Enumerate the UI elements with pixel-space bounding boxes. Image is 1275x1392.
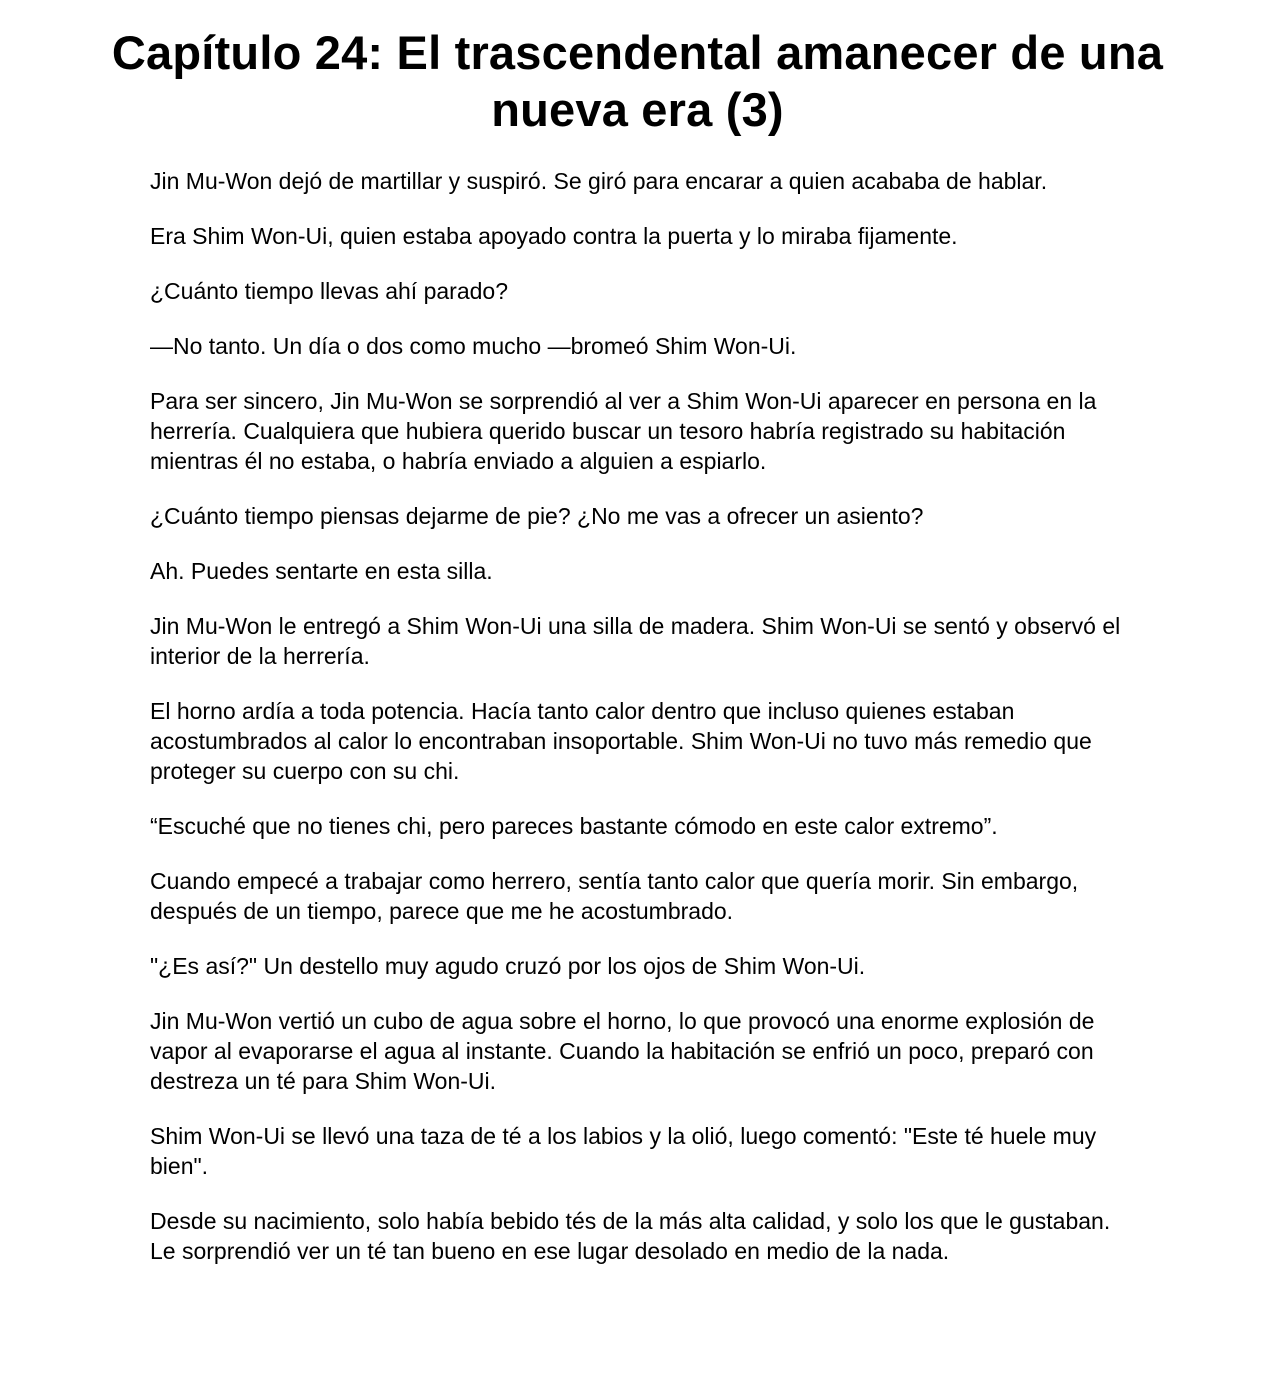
paragraph: Desde su nacimiento, solo había bebido tés de la más alta calidad, y solo los que le gustaban. Le sorprendió ver un té tan bueno en ese lugar desolado en medio de la nada.	[150, 1208, 1111, 1264]
paragraph: Shim Won-Ui se llevó una taza de té a los labios y la olió, luego comentó: "Este té huele muy bien".	[150, 1123, 1097, 1179]
paragraph: "¿Es así?" Un destello muy agudo cruzó por los ojos de Shim Won-Ui.	[150, 953, 866, 979]
paragraph: Ah. Puedes sentarte en esta silla.	[150, 558, 493, 584]
paragraph: —No tanto. Un día o dos como mucho —bromeó Shim Won-Ui.	[150, 333, 797, 359]
paragraph: Era Shim Won-Ui, quien estaba apoyado contra la puerta y lo miraba fijamente.	[150, 223, 958, 249]
paragraph: Para ser sincero, Jin Mu-Won se sorprendió al ver a Shim Won-Ui aparecer en persona en la herrería. Cualquiera que hubiera querido buscar un tesoro habría registrado su habitación mientras él no estaba, o habría enviado a alguien a espiarlo.	[150, 388, 1097, 474]
paragraph: ¿Cuánto tiempo llevas ahí parado?	[150, 278, 508, 304]
paragraph: El horno ardía a toda potencia. Hacía tanto calor dentro que incluso quienes estaban acostumbrados al calor lo encontraban insoportable. Shim Won-Ui no tuvo más remedio que proteger su cuerpo con su chi.	[150, 698, 1092, 784]
chapter-body	[150, 166, 1135, 1291]
paragraph: Cuando empecé a trabajar como herrero, sentía tanto calor que quería morir. Sin embargo, después de un tiempo, parece que me he acostumbrado.	[150, 868, 1079, 924]
paragraph: Jin Mu-Won vertió un cubo de agua sobre el horno, lo que provocó una enorme explosión de vapor al evaporarse el agua al instante. Cuando la habitación se enfrió un poco, preparó con destreza un té para Shim Won-Ui.	[150, 1008, 1095, 1094]
paragraph: Jin Mu-Won le entregó a Shim Won-Ui una silla de madera. Shim Won-Ui se sentó y observó el interior de la herrería.	[150, 613, 1121, 669]
paragraph: “Escuché que no tienes chi, pero pareces bastante cómodo en este calor extremo”.	[150, 813, 998, 839]
chapter-title: Capítulo 24: El trascendental amanecer de una nueva era (3)	[111, 26, 1164, 136]
paragraph: Jin Mu-Won dejó de martillar y suspiró. Se giró para encarar a quien acababa de hablar.	[150, 168, 1048, 194]
paragraph: ¿Cuánto tiempo piensas dejarme de pie? ¿No me vas a ofrecer un asiento?	[150, 503, 924, 529]
